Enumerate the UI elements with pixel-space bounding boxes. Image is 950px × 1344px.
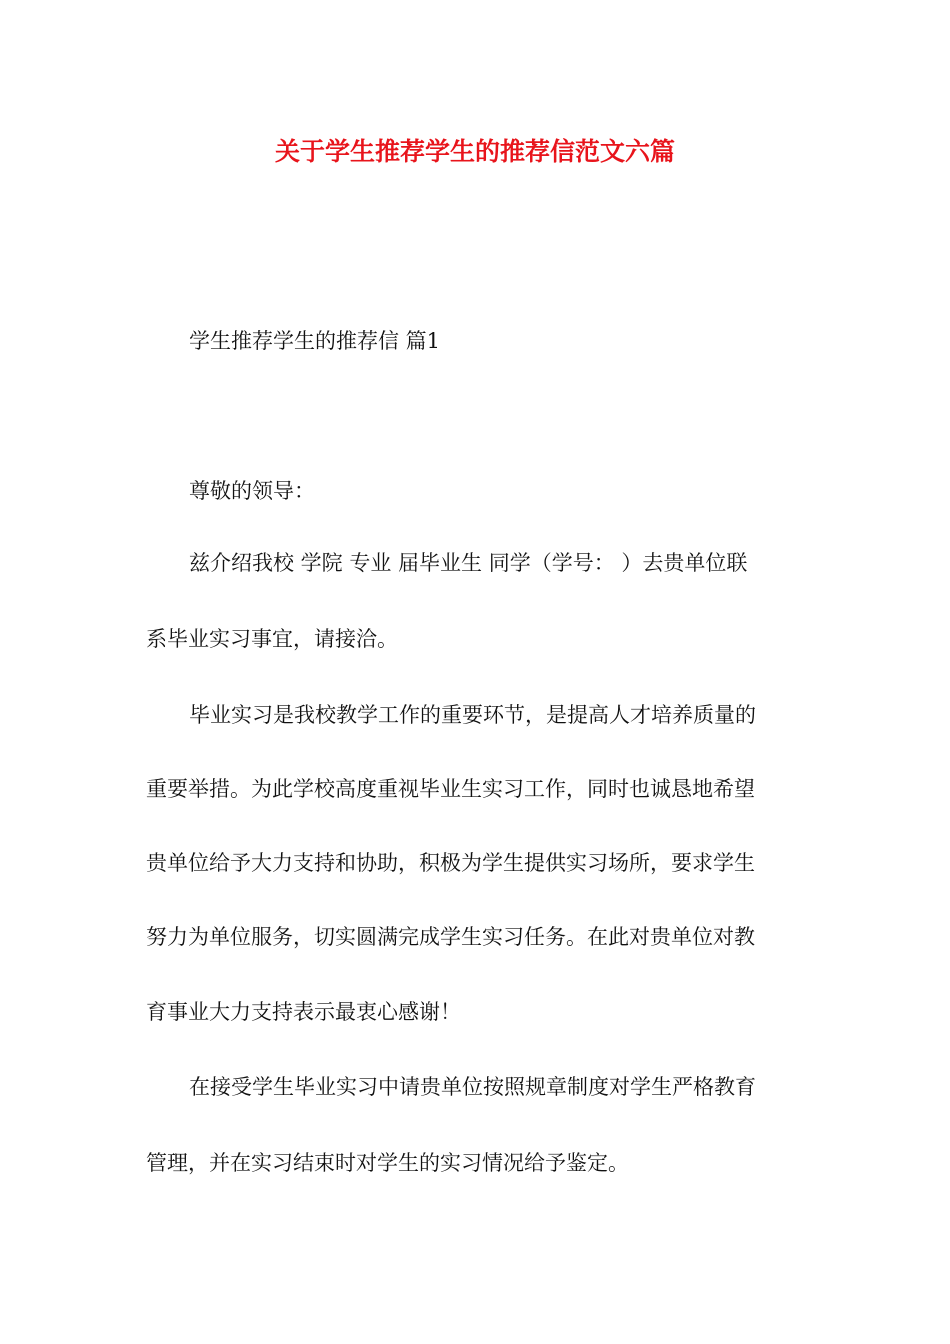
paragraph-line: 在接受学生毕业实习中请贵单位按照规章制度对学生严格教育	[189, 1075, 756, 1099]
paragraph-line: 毕业实习是我校教学工作的重要环节，是提高人才培养质量的	[189, 703, 756, 727]
paragraph-line: 努力为单位服务，切实圆满完成学生实习任务。在此对贵单位对教	[146, 925, 755, 949]
paragraph-line: 兹介绍我校 学院 专业 届毕业生 同学（学号： ）去贵单位联	[189, 551, 748, 575]
paragraph-line: 育事业大力支持表示最衷心感谢！	[146, 1000, 461, 1024]
paragraph-line: 贵单位给予大力支持和协助，积极为学生提供实习场所，要求学生	[146, 851, 755, 875]
document-title: 关于学生推荐学生的推荐信范文六篇	[274, 137, 675, 166]
paragraph-line: 管理，并在实习结束时对学生的实习情况给予鉴定。	[146, 1151, 629, 1175]
salutation: 尊敬的领导：	[189, 479, 315, 503]
paragraph-line: 系毕业实习事宜，请接洽。	[146, 627, 398, 651]
section-heading: 学生推荐学生的推荐信 篇1	[189, 329, 441, 353]
paragraph-line: 重要举措。为此学校高度重视毕业生实习工作，同时也诚恳地希望	[146, 777, 755, 801]
